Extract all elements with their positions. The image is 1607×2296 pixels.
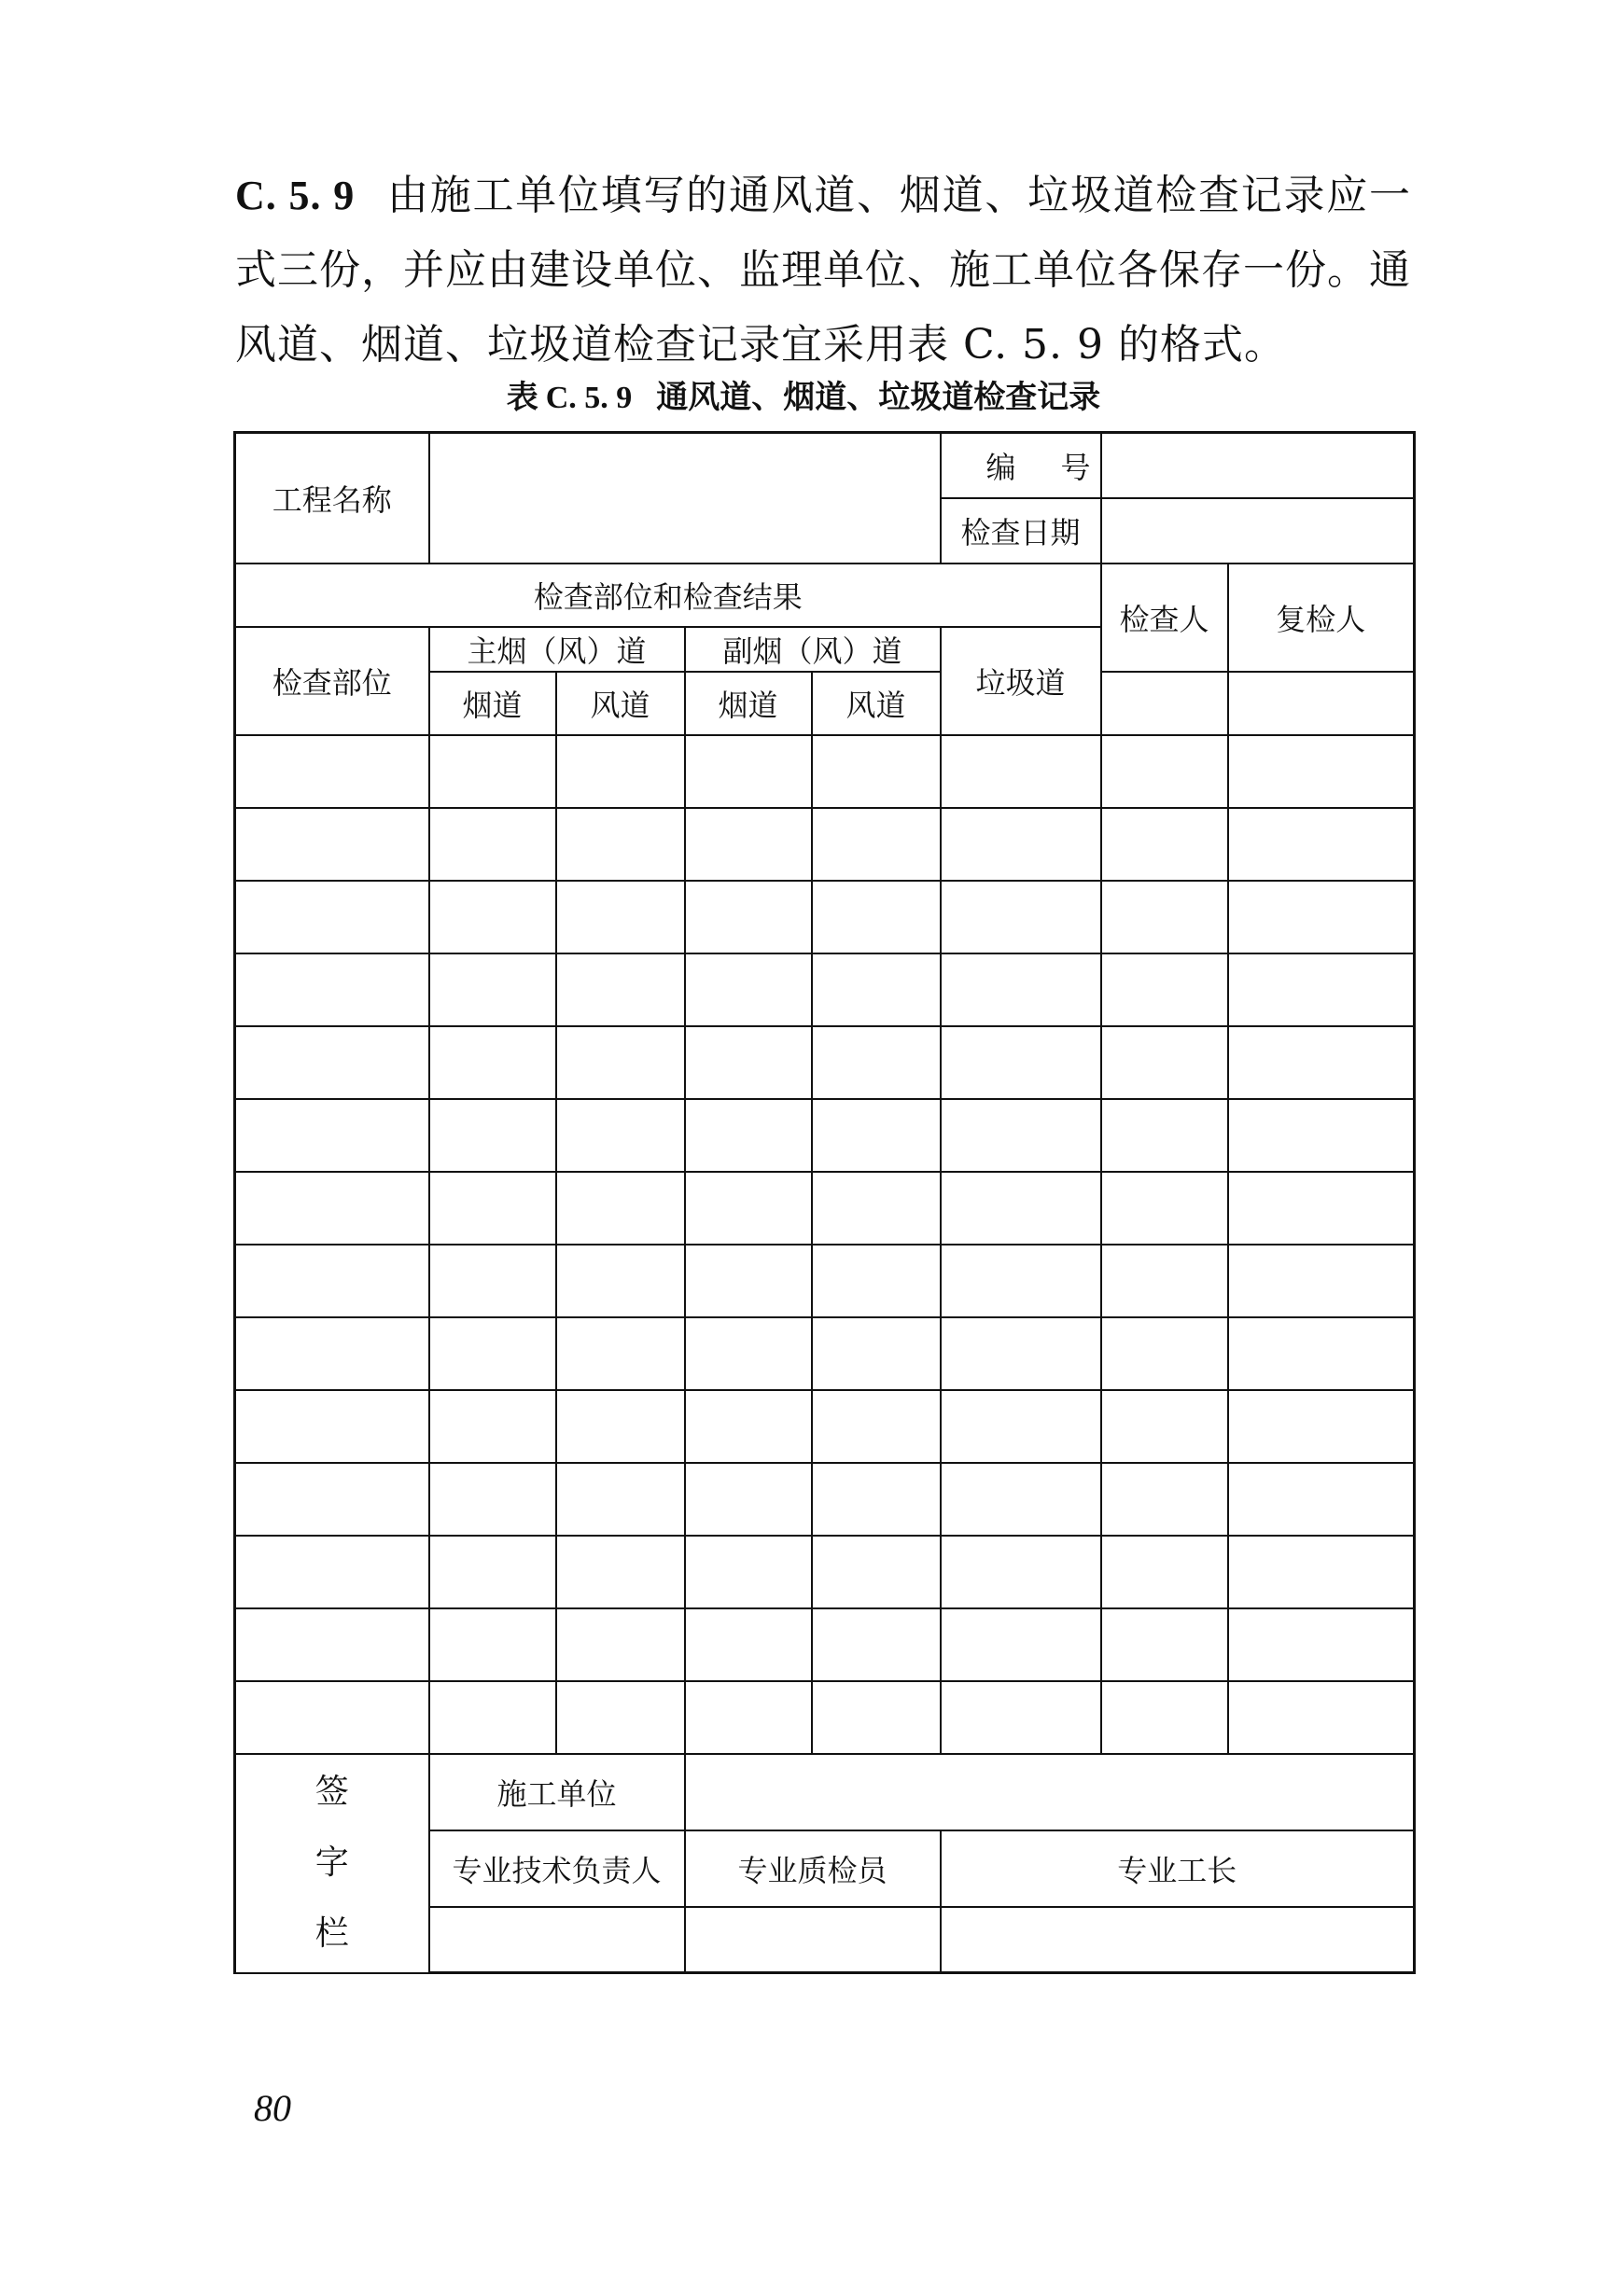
table-cell[interactable] [1101, 1099, 1228, 1172]
table-cell[interactable] [235, 1317, 429, 1390]
table-cell[interactable] [685, 1245, 812, 1317]
table-row [235, 1026, 1415, 1099]
page-number: 80 [254, 2087, 291, 2129]
table-cell[interactable] [812, 1172, 941, 1245]
data-rows [235, 735, 1415, 1754]
table-cell[interactable] [812, 735, 941, 808]
construction-unit-label: 施工单位 [429, 1754, 685, 1830]
table-cell[interactable] [941, 735, 1101, 808]
main-flue-header: 烟道 [429, 672, 556, 735]
rechecker-header: 复检人 [1228, 564, 1415, 672]
table-cell[interactable] [1228, 1463, 1415, 1536]
sub-duct-header: 副烟（风）道 [685, 627, 941, 672]
table-cell[interactable] [556, 808, 685, 881]
table-cell[interactable] [1101, 1608, 1228, 1681]
table-cell[interactable] [235, 1463, 429, 1536]
table-row [235, 1317, 1415, 1390]
table-cell[interactable] [1228, 1099, 1415, 1172]
table-cell[interactable] [235, 735, 429, 808]
table-cell[interactable] [429, 1099, 556, 1172]
table-row [235, 881, 1415, 953]
table-cell[interactable] [685, 1172, 812, 1245]
sub-air-duct-header: 风道 [812, 672, 941, 735]
table-cell[interactable] [235, 1390, 429, 1463]
main-air-duct-header: 风道 [556, 672, 685, 735]
table-cell[interactable] [941, 881, 1101, 953]
signature-char: 栏 [314, 1914, 349, 1954]
table-cell[interactable] [1101, 1463, 1228, 1536]
table-cell[interactable] [685, 1463, 812, 1536]
table-row [235, 1245, 1415, 1317]
table-cell[interactable] [1101, 808, 1228, 881]
garbage-chute-header: 垃圾道 [941, 627, 1101, 735]
caption-number: C. 5. 9 [545, 381, 633, 415]
table-cell[interactable] [812, 1681, 941, 1754]
table-cell[interactable] [556, 1245, 685, 1317]
tech-lead-label: 专业技术负责人 [429, 1830, 685, 1907]
table-cell[interactable] [556, 1099, 685, 1172]
table-cell[interactable] [1101, 1317, 1228, 1390]
table-cell[interactable] [685, 1681, 812, 1754]
table-cell[interactable] [941, 1099, 1101, 1172]
table-cell[interactable] [685, 1026, 812, 1099]
project-name-label: 工程名称 [235, 433, 429, 564]
table-cell[interactable] [941, 1390, 1101, 1463]
table-cell[interactable] [685, 1536, 812, 1608]
table-cell[interactable] [1228, 1536, 1415, 1608]
table-cell[interactable] [429, 1317, 556, 1390]
table-cell[interactable] [941, 1608, 1101, 1681]
table-cell[interactable] [556, 1463, 685, 1536]
table-cell[interactable] [235, 1608, 429, 1681]
table-cell[interactable] [1101, 1681, 1228, 1754]
table-cell[interactable] [1228, 1172, 1415, 1245]
foreman-signature-field[interactable] [941, 1907, 1415, 1973]
table-cell[interactable] [556, 1608, 685, 1681]
table-cell[interactable] [1101, 1390, 1228, 1463]
serial-no-field[interactable] [1101, 433, 1415, 499]
serial-no-label: 编号 [941, 433, 1101, 499]
table-cell[interactable] [812, 1390, 941, 1463]
table-cell[interactable] [812, 1026, 941, 1099]
table-row [235, 953, 1415, 1026]
quality-inspector-signature-field[interactable] [685, 1907, 941, 1973]
table-cell[interactable] [556, 1681, 685, 1754]
table-cell[interactable] [685, 808, 812, 881]
tech-lead-signature-field[interactable] [429, 1907, 685, 1973]
signature-char: 签 [314, 1773, 349, 1812]
table-cell[interactable] [429, 735, 556, 808]
table-cell[interactable] [429, 1681, 556, 1754]
table-cell[interactable] [685, 1608, 812, 1681]
clause-number: C. 5. 9 [235, 173, 356, 218]
table-cell[interactable] [429, 1390, 556, 1463]
table-row [235, 1536, 1415, 1608]
table-cell[interactable] [685, 735, 812, 808]
table-cell[interactable] [556, 953, 685, 1026]
construction-unit-field[interactable] [685, 1754, 1415, 1830]
table-cell[interactable] [235, 808, 429, 881]
table-cell[interactable] [1228, 1681, 1415, 1754]
table-cell[interactable] [1228, 1317, 1415, 1390]
foreman-label: 专业工长 [941, 1830, 1415, 1907]
table-cell[interactable] [812, 808, 941, 881]
table-cell[interactable] [941, 1317, 1101, 1390]
table-cell[interactable] [1101, 1245, 1228, 1317]
table-cell[interactable] [685, 1099, 812, 1172]
table-cell[interactable] [556, 1172, 685, 1245]
table-cell[interactable] [812, 1536, 941, 1608]
table-cell[interactable] [1228, 735, 1415, 808]
table-cell[interactable] [812, 953, 941, 1026]
table-cell[interactable] [429, 1463, 556, 1536]
table-cell[interactable] [812, 1608, 941, 1681]
table-cell[interactable] [812, 1245, 941, 1317]
table-cell[interactable] [429, 1172, 556, 1245]
table-cell[interactable] [1228, 953, 1415, 1026]
table-row [235, 1681, 1415, 1754]
table-cell[interactable] [941, 1463, 1101, 1536]
table-cell[interactable] [556, 1317, 685, 1390]
table-cell[interactable] [235, 1245, 429, 1317]
table-cell[interactable] [556, 1390, 685, 1463]
table-row [235, 1099, 1415, 1172]
table-cell[interactable] [1228, 1608, 1415, 1681]
main-duct-header: 主烟（风）道 [429, 627, 685, 672]
table-cell[interactable] [812, 1099, 941, 1172]
table-cell[interactable] [429, 1536, 556, 1608]
table-cell[interactable] [235, 1536, 429, 1608]
caption-title: 通风道、烟道、垃圾道检查记录 [656, 379, 1101, 416]
table-cell[interactable] [812, 1317, 941, 1390]
table-cell[interactable] [556, 1026, 685, 1099]
table-row [235, 1172, 1415, 1245]
table-row [235, 808, 1415, 881]
project-name-field[interactable] [429, 433, 941, 564]
table-caption [0, 371, 1607, 417]
signature-column [235, 1754, 429, 1973]
table-cell[interactable] [1228, 808, 1415, 881]
intro-paragraph [235, 159, 1411, 383]
table-cell[interactable] [941, 808, 1101, 881]
rechecker-blank[interactable] [1228, 672, 1415, 735]
table-cell[interactable] [812, 881, 941, 953]
table-cell[interactable] [1101, 735, 1228, 808]
table-row [235, 1463, 1415, 1536]
table-cell[interactable] [429, 953, 556, 1026]
inspection-record-table [233, 431, 1416, 1974]
check-date-field[interactable] [1101, 498, 1415, 564]
table-cell[interactable] [1228, 1390, 1415, 1463]
table-cell[interactable] [235, 1681, 429, 1754]
table-row [235, 1608, 1415, 1681]
table-cell[interactable] [941, 1172, 1101, 1245]
table-cell[interactable] [429, 1245, 556, 1317]
table-cell[interactable] [556, 735, 685, 808]
table-cell[interactable] [1101, 1026, 1228, 1099]
table-cell[interactable] [1228, 1026, 1415, 1099]
sub-flue-header: 烟道 [685, 672, 812, 735]
inspector-blank[interactable] [1101, 672, 1228, 735]
table-cell[interactable] [941, 1026, 1101, 1099]
table-cell[interactable] [429, 808, 556, 881]
table-row [235, 735, 1415, 808]
table-cell[interactable] [235, 881, 429, 953]
table-cell[interactable] [685, 1317, 812, 1390]
table-cell[interactable] [1228, 1245, 1415, 1317]
table-cell[interactable] [685, 881, 812, 953]
table-cell[interactable] [941, 953, 1101, 1026]
table-cell[interactable] [812, 1463, 941, 1536]
table-cell[interactable] [556, 1536, 685, 1608]
clause-text: 由施工单位填写的通风道、烟道、垃圾道检查记录应一式三份，并应由建设单位、监理单位、施工单位各保存一份。通风道、烟道、垃圾道检查记录宜采用表 C. 5. 9 的格式。 [235, 172, 1412, 369]
table-cell[interactable] [1101, 953, 1228, 1026]
table-cell[interactable] [1101, 1536, 1228, 1608]
table-cell[interactable] [941, 1245, 1101, 1317]
table-cell[interactable] [1101, 1172, 1228, 1245]
table-cell[interactable] [235, 1026, 429, 1099]
table-cell[interactable] [429, 1608, 556, 1681]
table-cell[interactable] [1101, 881, 1228, 953]
table-cell[interactable] [941, 1681, 1101, 1754]
table-cell[interactable] [235, 1099, 429, 1172]
table-cell[interactable] [235, 953, 429, 1026]
table-cell[interactable] [556, 881, 685, 953]
inspector-header: 检查人 [1101, 564, 1228, 672]
signature-char: 字 [314, 1844, 349, 1883]
table-cell[interactable] [685, 953, 812, 1026]
check-date-label: 检查日期 [941, 498, 1101, 564]
table-cell[interactable] [235, 1172, 429, 1245]
caption-prefix: 表 [506, 379, 538, 416]
table-cell[interactable] [941, 1536, 1101, 1608]
check-location-header: 检查部位 [235, 627, 429, 735]
table-cell[interactable] [429, 881, 556, 953]
table-row [235, 1390, 1415, 1463]
table-cell[interactable] [429, 1026, 556, 1099]
table-cell[interactable] [1228, 881, 1415, 953]
section-header: 检查部位和检查结果 [235, 564, 1101, 627]
quality-inspector-label: 专业质检员 [685, 1830, 941, 1907]
table-cell[interactable] [685, 1390, 812, 1463]
